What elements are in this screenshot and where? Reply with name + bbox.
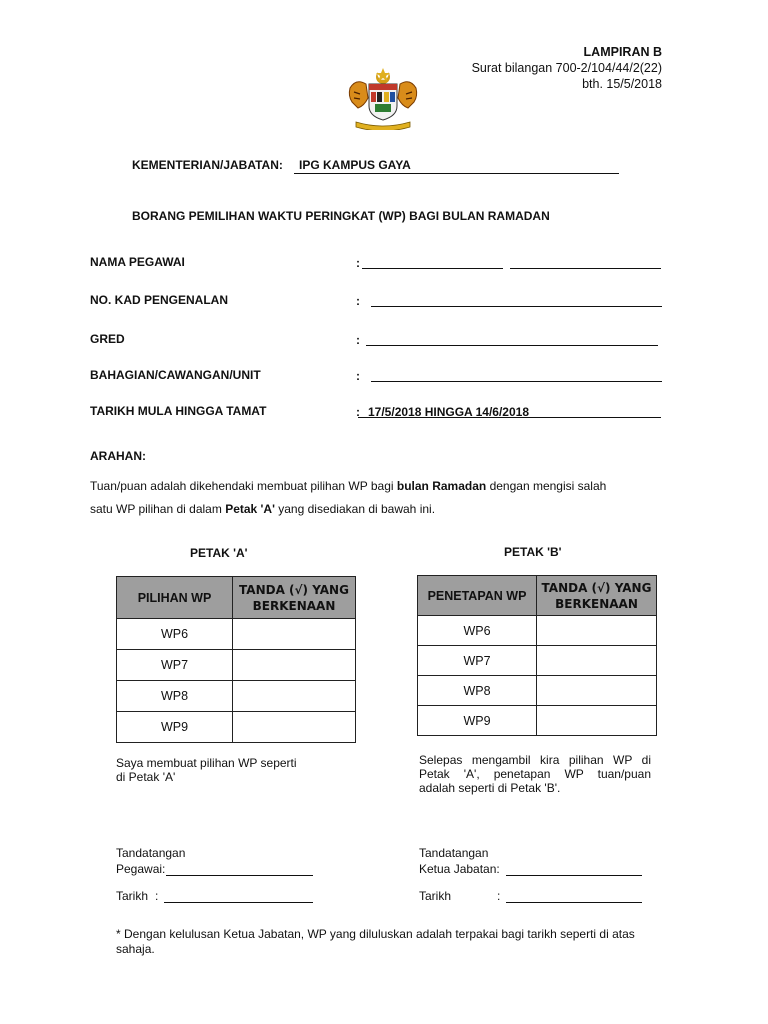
petak-b-tick-cell[interactable] <box>537 676 657 706</box>
table-row <box>418 616 657 646</box>
footnote: * Dengan kelulusan Ketua Jabatan, WP yang diluluskan adalah terpakai bagi tarikh seperti di atas sahaja. <box>116 927 635 956</box>
kementerian-label: KEMENTERIAN/JABATAN: <box>132 158 283 172</box>
petak-b-wp8: WP8 <box>418 676 537 706</box>
tarikh-mula-underline <box>358 417 661 418</box>
sig-right-ketua: Ketua Jabatan: <box>419 862 500 876</box>
petak-a-col-pilihan: PILIHAN WP <box>117 577 233 619</box>
table-row <box>117 650 356 681</box>
arahan-line-1: Tuan/puan adalah dikehendaki membuat pilihan WP bagi bulan Ramadan dengan mengisi salah <box>90 479 607 493</box>
gred-colon: : <box>356 333 360 347</box>
sig-left-tarikh-line[interactable] <box>164 902 313 903</box>
sig-left-pegawai: Pegawai: <box>116 862 166 876</box>
petak-b-tick-cell[interactable] <box>537 706 657 736</box>
petak-b-wp6: WP6 <box>418 616 537 646</box>
sig-left-tarikh-colon: : <box>155 889 159 903</box>
petak-b-col-tanda: TANDA (√) YANG BERKENAAN <box>537 576 657 616</box>
petak-a-note: Saya membuat pilihan WP seperti di Petak 'A' <box>116 756 297 784</box>
petak-a-wp9: WP9 <box>117 712 233 743</box>
surat-bilangan: Surat bilangan 700-2/104/44/2(22) <box>471 61 662 75</box>
sig-left-tarikh: Tarikh <box>116 889 149 903</box>
kad-pengenalan-input-line[interactable] <box>371 306 662 307</box>
arahan-heading: ARAHAN: <box>90 449 146 463</box>
petak-a-table <box>116 576 356 743</box>
petak-a-col-tanda: TANDA (√) YANG BERKENAAN <box>233 577 356 619</box>
petak-a-tick-cell[interactable] <box>233 619 356 650</box>
table-row <box>117 619 356 650</box>
petak-a-tick-cell[interactable] <box>233 650 356 681</box>
lampiran-label: LAMPIRAN B <box>583 45 662 59</box>
sig-right-tarikh-line[interactable] <box>506 902 642 903</box>
gred-input-line[interactable] <box>366 345 658 346</box>
petak-a-tick-cell[interactable] <box>233 712 356 743</box>
table-row <box>418 646 657 676</box>
table-row <box>418 676 657 706</box>
petak-a-wp7: WP7 <box>117 650 233 681</box>
tarikh-mula-colon: : <box>356 405 360 419</box>
sig-right-tarikh: Tarikh <box>419 889 452 903</box>
sig-right-tarikh-colon: : <box>497 889 501 903</box>
petak-a-wp6: WP6 <box>117 619 233 650</box>
petak-b-wp9: WP9 <box>418 706 537 736</box>
table-row <box>117 681 356 712</box>
bth-date: bth. 15/5/2018 <box>582 77 662 91</box>
sig-left-signature-line[interactable] <box>166 875 313 876</box>
arahan-line-2: satu WP pilihan di dalam Petak 'A' yang disediakan di bawah ini. <box>90 502 436 516</box>
kementerian-underline <box>294 173 619 174</box>
bahagian-colon: : <box>356 369 360 383</box>
tarikh-mula-value: 17/5/2018 HINGGA 14/6/2018 <box>368 405 529 419</box>
petak-b-col-penetapan: PENETAPAN WP <box>418 576 537 616</box>
kad-pengenalan-colon: : <box>356 294 360 308</box>
petak-b-tick-cell[interactable] <box>537 616 657 646</box>
bahagian-input-line[interactable] <box>371 381 662 382</box>
nama-pegawai-input-line-2[interactable] <box>510 268 661 269</box>
petak-b-tick-cell[interactable] <box>537 646 657 676</box>
table-row <box>117 712 356 743</box>
form-title: BORANG PEMILIHAN WAKTU PERINGKAT (WP) BAGI BULAN RAMADAN <box>132 209 550 223</box>
petak-b-note: Selepas mengambil kira pilihan WP di Petak 'A', penetapan WP tuan/puan adalah seperti di Petak 'B'. <box>419 753 651 795</box>
kad-pengenalan-label: NO. KAD PENGENALAN <box>90 293 229 307</box>
petak-b-title: PETAK 'B' <box>504 545 562 559</box>
kementerian-value: IPG KAMPUS GAYA <box>299 158 411 172</box>
coat-of-arms-logo <box>342 66 424 130</box>
nama-pegawai-input-line-1[interactable] <box>362 268 503 269</box>
petak-b-wp7: WP7 <box>418 646 537 676</box>
sig-left-label: Tandatangan <box>116 846 186 860</box>
petak-a-tick-cell[interactable] <box>233 681 356 712</box>
sig-right-signature-line[interactable] <box>506 875 642 876</box>
nama-pegawai-label: NAMA PEGAWAI <box>90 255 185 269</box>
petak-a-title: PETAK 'A' <box>190 546 248 560</box>
bahagian-label: BAHAGIAN/CAWANGAN/UNIT <box>90 368 261 382</box>
petak-b-table <box>417 575 657 736</box>
tarikh-mula-label: TARIKH MULA HINGGA TAMAT <box>90 404 267 418</box>
sig-right-label: Tandatangan <box>419 846 489 860</box>
gred-label: GRED <box>90 332 125 346</box>
nama-pegawai-colon: : <box>356 256 360 270</box>
table-row <box>418 706 657 736</box>
petak-a-wp8: WP8 <box>117 681 233 712</box>
